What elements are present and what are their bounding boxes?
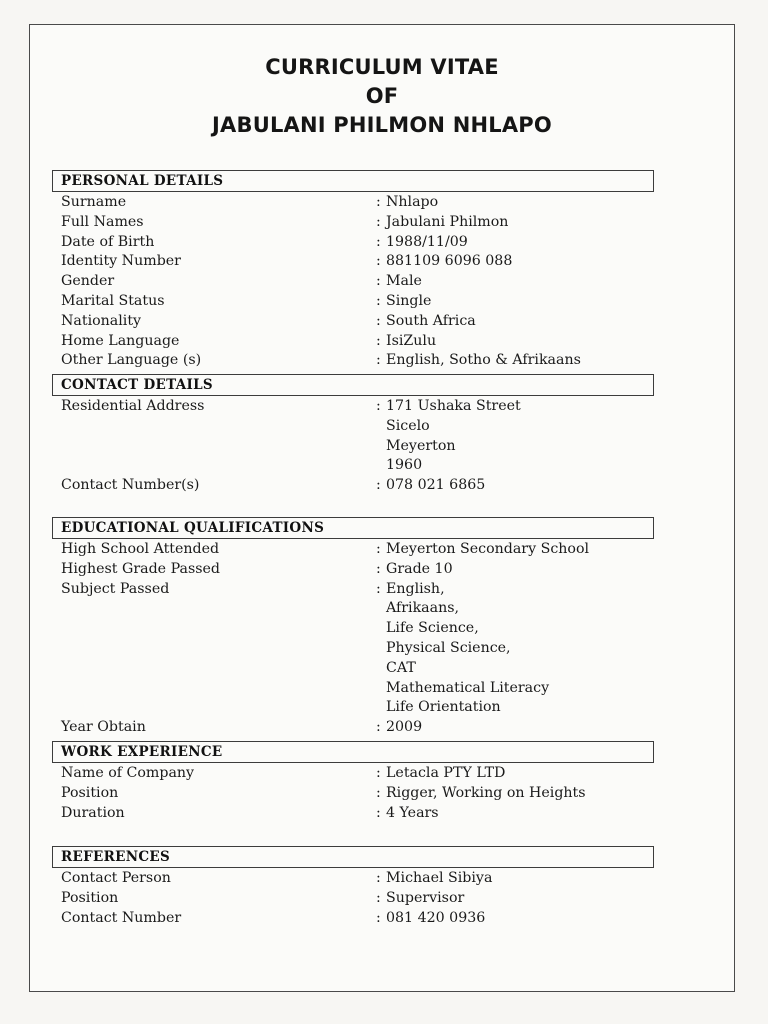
field-row xyxy=(52,659,654,679)
field-separator: : xyxy=(376,580,381,597)
field-value: Rigger, Working on Heights xyxy=(386,784,586,801)
section-heading-work: WORK EXPERIENCE xyxy=(52,741,654,763)
field-value: 1988/11/09 xyxy=(386,233,468,250)
field-separator xyxy=(376,417,386,437)
field-row xyxy=(52,351,654,371)
field-row xyxy=(52,764,654,784)
field-value: Michael Sibiya xyxy=(386,870,493,886)
section-references xyxy=(52,846,654,928)
field-row xyxy=(52,889,654,909)
field-row xyxy=(52,639,654,659)
title-line-1: CURRICULUM VITAE xyxy=(265,55,499,79)
field-row xyxy=(52,193,654,213)
field-separator: : xyxy=(376,398,381,414)
field-value: English, Sotho & Afrikaans xyxy=(386,352,581,369)
field-row xyxy=(52,252,654,272)
field-row xyxy=(52,909,654,929)
field-value: Single xyxy=(386,292,432,309)
field-row xyxy=(52,869,654,889)
section-contact-details xyxy=(52,374,654,496)
field-value: Life Science, xyxy=(386,620,479,637)
field-row xyxy=(52,619,654,639)
field-row xyxy=(52,784,654,804)
field-separator: : xyxy=(376,194,381,210)
contact-rows xyxy=(52,396,654,496)
field-label: Subject Passed xyxy=(61,580,170,597)
field-label xyxy=(52,599,376,619)
field-separator: : xyxy=(376,870,381,886)
field-label: Nationality xyxy=(61,312,142,329)
field-row xyxy=(52,456,654,476)
field-label: High School Attended xyxy=(61,541,220,557)
field-label xyxy=(52,659,376,679)
field-separator: : xyxy=(376,213,381,230)
field-row xyxy=(52,233,654,253)
field-label: Contact Person xyxy=(61,870,171,886)
field-label xyxy=(52,639,376,659)
field-value: 1960 xyxy=(386,457,423,474)
field-separator: : xyxy=(376,719,381,736)
field-value: Supervisor xyxy=(386,889,465,906)
field-value: Letacla PTY LTD xyxy=(386,765,506,781)
field-separator: : xyxy=(376,312,381,329)
field-label: Contact Number(s) xyxy=(61,477,200,494)
field-separator: : xyxy=(376,784,381,801)
field-separator: : xyxy=(376,233,381,250)
field-separator xyxy=(376,437,386,457)
field-row xyxy=(52,437,654,457)
personal-rows xyxy=(52,192,654,371)
field-separator: : xyxy=(376,804,381,821)
section-work-experience xyxy=(52,741,654,823)
field-row xyxy=(52,417,654,437)
field-value: Sicelo xyxy=(386,417,430,434)
field-value: Physical Science, xyxy=(386,639,511,656)
field-separator: : xyxy=(376,292,381,309)
field-label: Home Language xyxy=(61,332,180,349)
field-separator xyxy=(376,599,386,619)
field-label: Gender xyxy=(61,273,115,290)
field-value: Mathematical Literacy xyxy=(386,679,550,696)
field-separator: : xyxy=(376,909,381,926)
field-label: Position xyxy=(61,784,119,801)
field-value: 078 021 6865 xyxy=(386,477,486,494)
field-label: Residential Address xyxy=(61,398,205,414)
field-value: 881109 6096 088 xyxy=(386,253,513,270)
field-row xyxy=(52,718,654,738)
field-label: Position xyxy=(61,889,119,906)
field-row xyxy=(52,292,654,312)
field-label xyxy=(52,619,376,639)
field-separator: : xyxy=(376,352,381,369)
field-label xyxy=(52,417,376,437)
field-separator xyxy=(376,698,386,718)
field-row xyxy=(52,540,654,560)
field-label xyxy=(52,679,376,699)
field-label: Date of Birth xyxy=(61,233,155,250)
field-separator xyxy=(376,619,386,639)
field-label: Other Language (s) xyxy=(61,352,202,369)
field-label xyxy=(52,456,376,476)
field-value: IsiZulu xyxy=(386,332,437,349)
section-heading-education: EDUCATIONAL QUALIFICATIONS xyxy=(52,517,654,539)
field-value: South Africa xyxy=(386,312,476,329)
field-row xyxy=(52,580,654,600)
field-label: Name of Company xyxy=(61,765,195,781)
field-separator xyxy=(376,679,386,699)
field-separator: : xyxy=(376,541,381,557)
field-value: Nhlapo xyxy=(386,194,439,210)
field-value: Male xyxy=(386,273,422,290)
section-education xyxy=(52,517,654,738)
field-separator: : xyxy=(376,889,381,906)
title-line-3: JABULANI PHILMON NHLAPO xyxy=(212,113,552,137)
field-row xyxy=(52,560,654,580)
field-separator xyxy=(376,639,386,659)
field-value: 081 420 0936 xyxy=(386,909,486,926)
field-value: Meyerton xyxy=(386,437,456,454)
field-row xyxy=(52,312,654,332)
section-heading-personal: PERSONAL DETAILS xyxy=(52,170,654,192)
field-value: 4 Years xyxy=(386,804,439,821)
section-heading-references: REFERENCES xyxy=(52,846,654,868)
field-separator: : xyxy=(376,273,381,290)
field-label: Surname xyxy=(61,194,127,210)
field-label: Year Obtain xyxy=(61,719,146,736)
field-separator: : xyxy=(376,560,381,577)
field-row xyxy=(52,476,654,496)
field-value: CAT xyxy=(386,659,416,676)
field-row xyxy=(52,397,654,417)
field-value: Jabulani Philmon xyxy=(386,213,509,230)
field-separator: : xyxy=(376,477,381,494)
field-label: Highest Grade Passed xyxy=(61,560,220,577)
field-separator xyxy=(376,456,386,476)
field-separator: : xyxy=(376,332,381,349)
field-row xyxy=(52,804,654,824)
field-value: 2009 xyxy=(386,719,423,736)
title-line-2: OF xyxy=(365,84,399,108)
field-row xyxy=(52,698,654,718)
field-row xyxy=(52,272,654,292)
field-separator xyxy=(376,659,386,679)
field-label: Identity Number xyxy=(61,253,181,270)
field-label: Contact Number xyxy=(61,909,182,926)
references-rows xyxy=(52,868,654,928)
education-rows xyxy=(52,539,654,738)
field-label: Duration xyxy=(61,804,125,821)
field-value: Life Orientation xyxy=(386,699,501,716)
field-row xyxy=(52,679,654,699)
section-personal-details xyxy=(52,170,654,371)
field-label xyxy=(52,698,376,718)
field-label xyxy=(52,437,376,457)
field-row xyxy=(52,213,654,233)
field-separator: : xyxy=(376,253,381,270)
field-value: Grade 10 xyxy=(386,560,453,577)
field-label: Full Names xyxy=(61,213,144,230)
field-row xyxy=(52,332,654,352)
work-rows xyxy=(52,763,654,823)
field-value: Meyerton Secondary School xyxy=(386,541,590,557)
field-separator: : xyxy=(376,765,381,781)
field-value: 171 Ushaka Street xyxy=(386,398,521,414)
document-title xyxy=(30,53,734,140)
section-heading-contact: CONTACT DETAILS xyxy=(52,374,654,396)
field-row xyxy=(52,599,654,619)
field-label: Marital Status xyxy=(61,292,165,309)
field-value: Afrikaans, xyxy=(386,600,460,617)
field-value: English, xyxy=(386,580,445,597)
